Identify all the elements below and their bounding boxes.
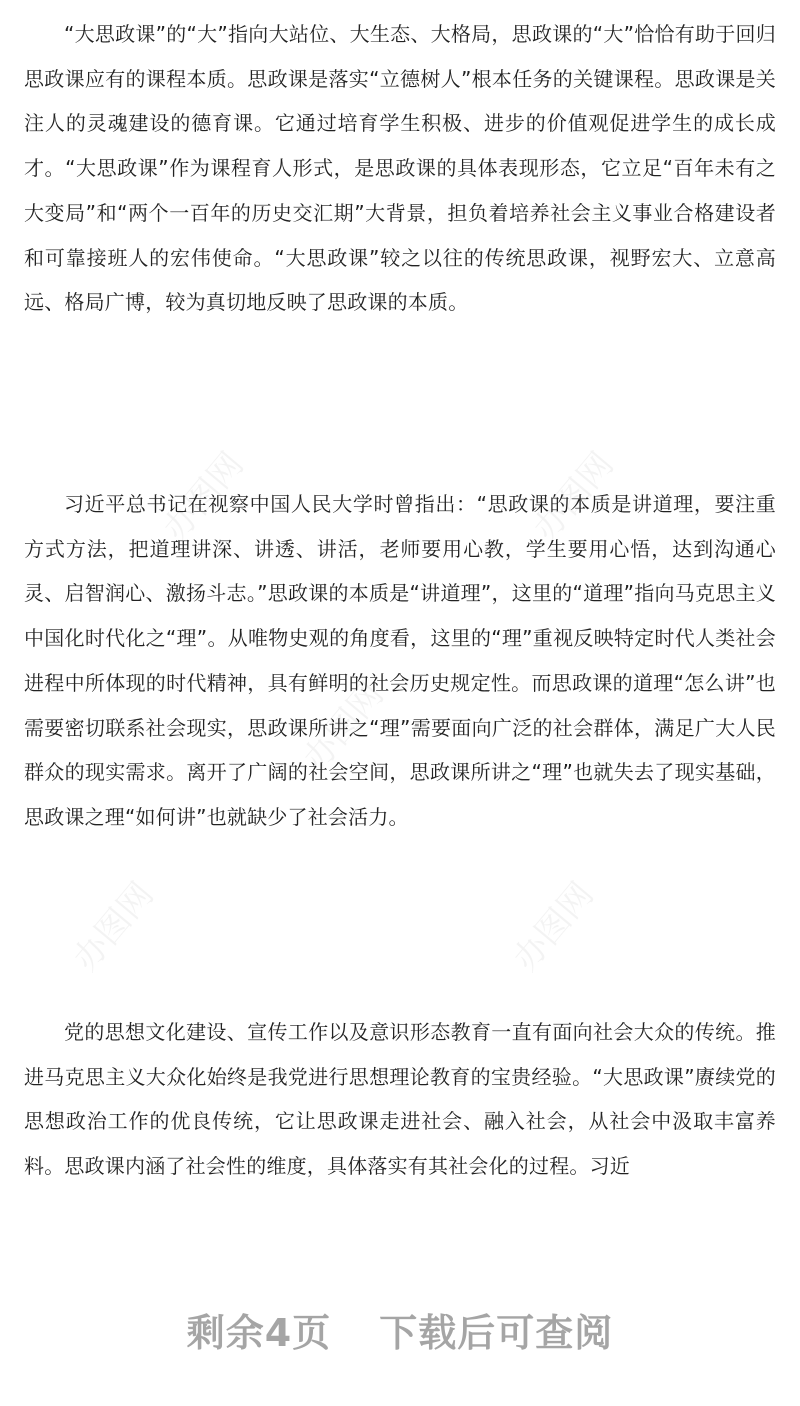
paragraph-2: 习近平总书记在视察中国人民大学时曾指出：“思政课的本质是讲道理，要注重方式方法，把道理讲深、讲透、讲活，老师要用心教，学生要用心悟，达到沟通心灵、启智润心、激扬斗志。”思政课的本质是“讲道理”，这里的“道理”指向马克思主义中国化时代化之“理”。从唯物史观的角度看，这里的“理”重视反映特定时代人类社会进程中所体现的时代精神，具有鲜明的社会历史规定性。而思政课的道理“怎么讲”也需要密切联系社会现实，思政课所讲之“理”需要面向广泛的社会群体，满足广大人民群众的现实需求。离开了广阔的社会空间，思政课所讲之“理”也就失去了现实基础，思政课之理“如何讲”也就缺少了社会活力。 xyxy=(24,492,776,829)
remaining-pages-label: 剩余4页 xyxy=(186,1311,332,1355)
watermark xyxy=(59,870,162,980)
watermark xyxy=(499,870,602,980)
paragraph-1: “大思政课”的“大”指向大站位、大生态、大格局，思政课的“大”恰恰有助于回归思政课应有的课程本质。思政课是落实“立德树人”根本任务的关键课程。思政课是关注人的灵魂建设的德育课。它通过培育学生积极、进步的价值观促进学生的成长成才。“大思政课”作为课程育人形式，是思政课的具体表现形态，它立足“百年未有之大变局”和“两个一百年的历史交汇期”大背景，担负着培养社会主义事业合格建设者和可靠接班人的宏伟使命。“大思政课”较之以往的传统思政课，视野宏大、立意高远、格局广博，较为真切地反映了思政课的本质。 xyxy=(24,22,776,315)
download-prompt[interactable] xyxy=(0,1302,800,1357)
paragraph-3: 党的思想文化建设、宣传工作以及意识形态教育一直有面向社会大众的传统。推进马克思主义大众化始终是我党进行思想理论教育的宝贵经验。“大思政课”赓续党的思想政治工作的优良传统，它让思政课走进社会、融入社会，从社会中汲取丰富养料。思政课内涵了社会性的维度，具体落实有其社会化的过程。习近 xyxy=(24,1020,776,1179)
download-to-view-label: 下载后可查阅 xyxy=(379,1311,614,1355)
